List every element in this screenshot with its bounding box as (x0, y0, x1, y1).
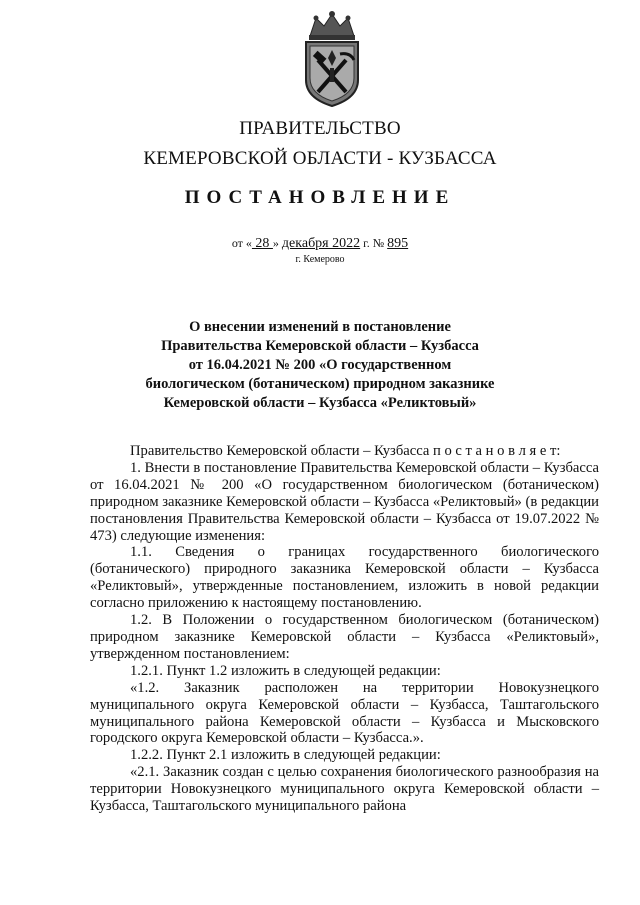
body-paragraph-1-2-2: 1.2.2. Пункт 2.1 изложить в следующей редакции: (130, 747, 441, 764)
government-name-line1: ПРАВИТЕЛЬСТВО (239, 118, 401, 139)
title-line: от 16.04.2021 № 200 «О государственном (188, 357, 452, 373)
date-mid: » (272, 236, 282, 250)
document-date-number (0, 236, 640, 252)
body-paragraph-quote-2-1: «2.1. Заказник создан с целью сохранения биологического разнообразия на территории Новокузнецкого муниципального округа Кемеровской области – Кузбасса, Таштагольского муниципального района (90, 764, 599, 815)
body-paragraph-1: 1. Внести в постановление Правительства Кемеровской области – Кузбасса от 16.04.2021 № 200 «О государственном биологическом (ботаническом) природном заказнике Кемеровской области – Кузбасса «Реликтовый» (в редакции постановления Правительства Кемеровской области – Кузбасса от 19.07.2022 № 473) следующие изменения: (90, 459, 599, 544)
date-month-year: декабря 2022 (281, 236, 361, 251)
body-paragraph-1-2: 1.2. В Положении о государственном биологическом (ботаническом) природном заказнике Кемеровской области – Кузбасса «Реликтовый», утвержденном постановлением: (90, 612, 599, 662)
date-day: 28 (251, 236, 273, 251)
government-name-line2: КЕМЕРОВСКОЙ ОБЛАСТИ - КУЗБАССА (143, 148, 497, 169)
title-line: Правительства Кемеровской области – Кузбасса (161, 338, 479, 354)
date-prefix: от « (231, 236, 252, 250)
body-paragraph-quote-1-2: «1.2. Заказник расположен на территории Новокузнецкого муниципального округа Кемеровской области – Кузбасса, Таштагольского муниципального района Кемеровской области – Кузбасса и Мысковского городского округа Кемеровской области – Кузбасса.». (90, 679, 599, 747)
body-paragraph-1-2-1: 1.2.1. Пункт 1.2 изложить в следующей редакции: (130, 662, 441, 679)
coat-of-arms-emblem (296, 10, 368, 110)
date-suffix: г. № (360, 236, 388, 250)
title-line: Кемеровской области – Кузбасса «Реликтовый» (163, 395, 477, 411)
title-line: О внесении изменений в постановление (189, 319, 451, 335)
title-line: биологическом (ботаническом) природном заказнике (145, 376, 495, 392)
document-type-heading: ПОСТАНОВЛЕНИЕ (184, 187, 456, 208)
body-paragraph-1-1: 1.1. Сведения о границах государственного биологического (ботанического) природного заказника Кемеровской области – Кузбасса «Реликтовый», утвержденные постановлением, изложить в новой редакции согласно приложению к настоящему постановлению. (90, 544, 599, 612)
document-title (0, 318, 640, 413)
body-paragraph-preamble: Правительство Кемеровской области – Кузбасса п о с т а н о в л я е т: (130, 443, 561, 459)
document-city: г. Кемерово (295, 254, 345, 265)
document-number: 895 (387, 236, 409, 251)
document-body (90, 443, 599, 815)
